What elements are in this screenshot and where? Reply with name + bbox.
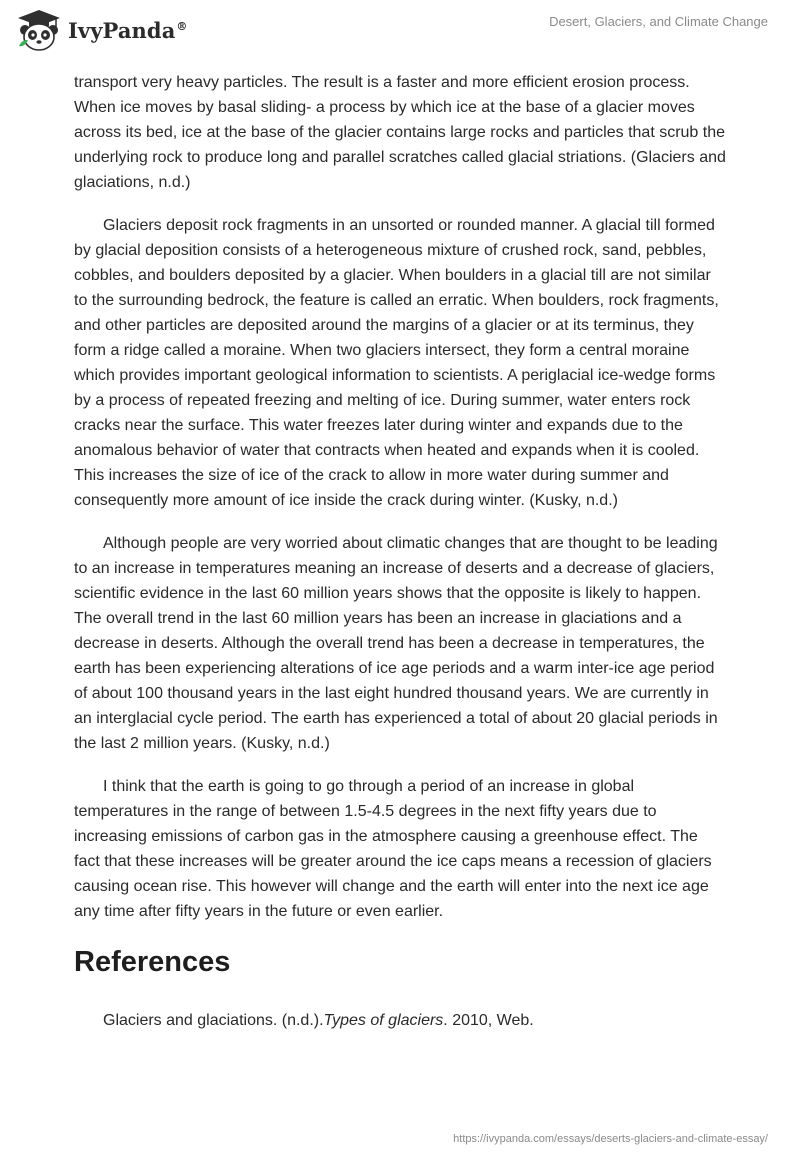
source-url[interactable]: https://ivypanda.com/essays/deserts-glaciers-and-climate-essay/ xyxy=(453,1133,768,1145)
paragraph: I think that the earth is going to go through a period of an increase in global temperatures in the range of between 1.5-4.5 degrees in the next fifty years due to increasing emissions of carbon gas in the atmosphere causing a greenhouse effect. The fact that these increases will be greater around the ice caps means a recession of glaciers causing ocean rise. This however will change and the earth will enter into the next ice age any time after fifty years in the future or even earlier. xyxy=(74,778,712,920)
registered-mark: ® xyxy=(176,19,188,33)
panda-graduate-icon xyxy=(16,8,62,52)
page-header xyxy=(0,0,800,60)
logo-wordmark: IvyPanda® xyxy=(68,17,188,43)
reference-details: . 2010, Web. xyxy=(443,1012,534,1029)
paragraph: Although people are very worried about climatic changes that are thought to be leading to an increase in temperatures meaning an increase of deserts and a decrease of glaciers, scientific evidence in the last 60 million years shows that the opposite is likely to happen. The overall trend in the last 60 million years has been an increase in glaciations and a decrease in deserts. Although the overall trend has been a decrease in temperatures, the earth has been experiencing alterations of ice age periods and a warm inter-ice age period of about 100 thousand years in the last eight hundred thousand years. We are currently in an interglacial cycle period. The earth has experienced a total of about 20 glacial periods in the last 2 million years. (Kusky, n.d.) xyxy=(74,535,718,752)
essay-body xyxy=(74,70,728,1033)
ivypanda-logo[interactable] xyxy=(16,8,188,52)
document-title: Desert, Glaciers, and Climate Change xyxy=(549,14,768,29)
paragraph: Glaciers deposit rock fragments in an unsorted or rounded manner. A glacial till formed by glacial deposition consists of a heterogeneous mixture of crushed rock, sand, pebbles, cobbles, and boulders deposited by a glacier. When boulders in a glacial till are not similar to the surrounding bedrock, the feature is called an erratic. When boulders, rock fragments, and other particles are deposited around the margins of a glacier or at its terminus, they form a ridge called a moraine. When two glaciers intersect, they form a central moraine which provides important geological information to scientists. A periglacial ice-wedge forms by a process of repeated freezing and melting of ice. During summer, water enters rock cracks near the surface. This water freezes later during winter and expands due to the anomalous behavior of water that contracts when heated and expands when it is cooled. This increases the size of ice of the crack to allow in more water during summer and consequently more amount of ice inside the crack during winter. (Kusky, n.d.) xyxy=(74,217,719,509)
reference-title: Types of glaciers xyxy=(323,1012,444,1029)
reference-author: Glaciers and glaciations. (n.d.). xyxy=(103,1012,324,1029)
references-heading: References xyxy=(74,946,231,978)
paragraph: transport very heavy particles. The result is a faster and more efficient erosion process. When ice moves by basal sliding- a process by which ice at the base of a glacier moves across its bed, ice at the base of the glacier contains large rocks and particles that scrub the underlying rock to produce long and parallel scratches called glacial striations. (Glaciers and glaciations, n.d.) xyxy=(74,74,726,191)
reference-item xyxy=(74,1008,728,1033)
